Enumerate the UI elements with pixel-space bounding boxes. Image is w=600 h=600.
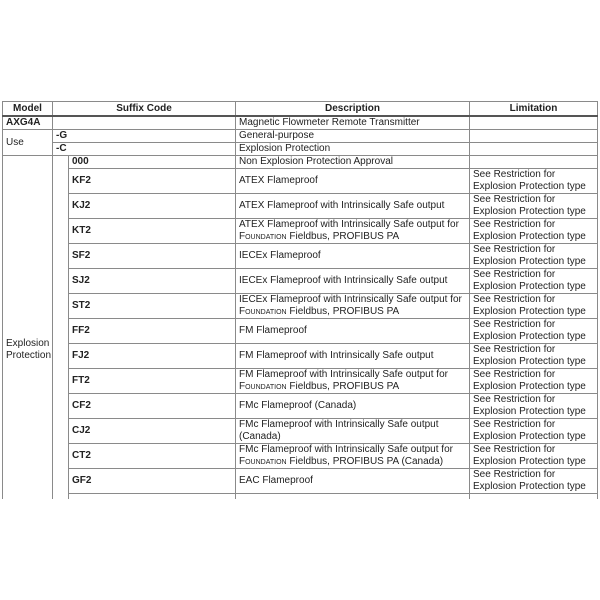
- limitation-cell: [470, 319, 598, 344]
- limitation-line1: See Restriction for: [473, 244, 556, 255]
- description-cell: [236, 344, 470, 369]
- use-limitation: [470, 143, 598, 156]
- suffix-code: FT2: [69, 369, 236, 394]
- limitation-line1: See Restriction for: [473, 169, 556, 180]
- use-group-label: Use: [3, 130, 53, 156]
- model-suffix: [53, 116, 236, 130]
- header-model: Model: [3, 102, 53, 117]
- limitation-line1: See Restriction for: [473, 444, 556, 455]
- use-description: General-purpose: [236, 130, 470, 143]
- suffix-code: KJ2: [69, 194, 236, 219]
- description-cell: [236, 194, 470, 219]
- description-line1: IECEx Flameproof with Intrinsically Safe output for: [239, 294, 462, 305]
- foundation-smallcaps: Foundation: [239, 381, 287, 392]
- description-line1: FM Flameproof with Intrinsically Safe output: [239, 350, 434, 361]
- continuation-row: [3, 494, 598, 500]
- suffix-code: KF2: [69, 169, 236, 194]
- continuation-cell: [470, 494, 598, 500]
- explosion-row: [3, 219, 598, 244]
- limitation-line2: Explosion Protection type: [473, 356, 586, 367]
- limitation-line2: Explosion Protection type: [473, 381, 586, 392]
- description-cell: [236, 156, 470, 169]
- limitation-cell: [470, 219, 598, 244]
- explosion-row: [3, 469, 598, 494]
- limitation-line2: Explosion Protection type: [473, 306, 586, 317]
- suffix-code: CF2: [69, 394, 236, 419]
- limitation-line2: Explosion Protection type: [473, 231, 586, 242]
- suffix-code: CT2: [69, 444, 236, 469]
- limitation-cell: [470, 419, 598, 444]
- limitation-cell: [470, 444, 598, 469]
- description-line1: Non Explosion Protection Approval: [239, 156, 393, 167]
- explosion-group-label: [3, 156, 53, 500]
- explosion-row: [3, 394, 598, 419]
- suffix-code: FJ2: [69, 344, 236, 369]
- description-line1: ATEX Flameproof: [239, 175, 318, 186]
- suffix-code: FF2: [69, 319, 236, 344]
- description-line1: IECEx Flameproof: [239, 250, 321, 261]
- description-line1: IECEx Flameproof with Intrinsically Safe output: [239, 275, 448, 286]
- limitation-line2: Explosion Protection type: [473, 456, 586, 467]
- limitation-line2: Explosion Protection type: [473, 256, 586, 267]
- description-line2: Fieldbus, PROFIBUS PA: [286, 231, 400, 242]
- model-limitation: [470, 116, 598, 130]
- header-description: Description: [236, 102, 470, 117]
- description-cell: [236, 319, 470, 344]
- foundation-smallcaps: Foundation: [239, 306, 287, 317]
- suffix-code: GF2: [69, 469, 236, 494]
- header-row: [3, 102, 598, 117]
- suffix-indent: [53, 156, 69, 500]
- explosion-row: [3, 294, 598, 319]
- limitation-line1: See Restriction for: [473, 394, 556, 405]
- limitation-line1: See Restriction for: [473, 269, 556, 280]
- limitation-line2: Explosion Protection type: [473, 431, 586, 442]
- suffix-code: SJ2: [69, 269, 236, 294]
- limitation-line2: Explosion Protection type: [473, 281, 586, 292]
- description-line1: ATEX Flameproof with Intrinsically Safe output: [239, 200, 445, 211]
- suffix-code: SF2: [69, 244, 236, 269]
- limitation-line1: See Restriction for: [473, 319, 556, 330]
- use-limitation: [470, 130, 598, 143]
- description-cell: [236, 244, 470, 269]
- limitation-line1: See Restriction for: [473, 344, 556, 355]
- model-description: Magnetic Flowmeter Remote Transmitter: [236, 116, 470, 130]
- model-code: AXG4A: [3, 116, 53, 130]
- header-suffix-code: Suffix Code: [53, 102, 236, 117]
- foundation-smallcaps: Foundation: [239, 231, 287, 242]
- continuation-cell: [69, 494, 236, 500]
- explosion-row: [3, 194, 598, 219]
- description-line1: FM Flameproof with Intrinsically Safe output for: [239, 369, 448, 380]
- description-cell: [236, 419, 470, 444]
- explosion-row: [3, 319, 598, 344]
- explosion-row: [3, 244, 598, 269]
- limitation-line1: See Restriction for: [473, 219, 556, 230]
- explosion-row: [3, 169, 598, 194]
- limitation-line1: See Restriction for: [473, 369, 556, 380]
- description-line1: FM Flameproof: [239, 325, 307, 336]
- explosion-row: [3, 419, 598, 444]
- description-cell: [236, 269, 470, 294]
- description-cell: [236, 394, 470, 419]
- limitation-line2: Explosion Protection type: [473, 331, 586, 342]
- explosion-label-line2: Protection: [6, 349, 52, 361]
- continuation-cell: [236, 494, 470, 500]
- description-line2: Fieldbus, PROFIBUS PA (Canada): [286, 456, 444, 467]
- use-description: Explosion Protection: [236, 143, 470, 156]
- description-line2: (Canada): [239, 431, 281, 442]
- description-cell: [236, 219, 470, 244]
- suffix-code: KT2: [69, 219, 236, 244]
- use-row: [3, 143, 598, 156]
- description-line2: Fieldbus, PROFIBUS PA: [286, 306, 400, 317]
- use-code: -C: [53, 143, 236, 156]
- limitation-cell: [470, 469, 598, 494]
- suffix-code: CJ2: [69, 419, 236, 444]
- description-cell: [236, 169, 470, 194]
- description-cell: [236, 369, 470, 394]
- limitation-cell: [470, 169, 598, 194]
- description-line2: Fieldbus, PROFIBUS PA: [286, 381, 400, 392]
- limitation-line2: Explosion Protection type: [473, 406, 586, 417]
- limitation-line1: See Restriction for: [473, 294, 556, 305]
- use-code: -G: [53, 130, 236, 143]
- description-cell: [236, 294, 470, 319]
- limitation-line1: See Restriction for: [473, 419, 556, 430]
- limitation-cell: [470, 156, 598, 169]
- limitation-cell: [470, 394, 598, 419]
- explosion-row: [3, 269, 598, 294]
- description-line1: FMc Flameproof with Intrinsically Safe output for: [239, 444, 453, 455]
- limitation-line1: See Restriction for: [473, 194, 556, 205]
- suffix-code-table: [2, 101, 598, 499]
- limitation-line2: Explosion Protection type: [473, 481, 586, 492]
- limitation-cell: [470, 344, 598, 369]
- spec-table-viewport: [0, 100, 600, 499]
- use-row: [3, 130, 598, 143]
- description-line1: FMc Flameproof (Canada): [239, 400, 357, 411]
- description-cell: [236, 444, 470, 469]
- suffix-code: 000: [69, 156, 236, 169]
- limitation-line1: See Restriction for: [473, 469, 556, 480]
- explosion-row: [3, 156, 598, 169]
- limitation-cell: [470, 194, 598, 219]
- model-row: [3, 116, 598, 130]
- foundation-smallcaps: Foundation: [239, 456, 287, 467]
- explosion-row: [3, 344, 598, 369]
- description-cell: [236, 469, 470, 494]
- description-line1: ATEX Flameproof with Intrinsically Safe output for: [239, 219, 459, 230]
- explosion-row: [3, 444, 598, 469]
- description-line1: FMc Flameproof with Intrinsically Safe output: [239, 419, 439, 430]
- limitation-cell: [470, 269, 598, 294]
- explosion-label-line1: Explosion: [6, 337, 50, 349]
- description-line1: EAC Flameproof: [239, 475, 313, 486]
- limitation-line2: Explosion Protection type: [473, 206, 586, 217]
- limitation-line2: Explosion Protection type: [473, 181, 586, 192]
- limitation-cell: [470, 369, 598, 394]
- limitation-cell: [470, 294, 598, 319]
- suffix-code: ST2: [69, 294, 236, 319]
- header-limitation: Limitation: [470, 102, 598, 117]
- explosion-row: [3, 369, 598, 394]
- limitation-cell: [470, 244, 598, 269]
